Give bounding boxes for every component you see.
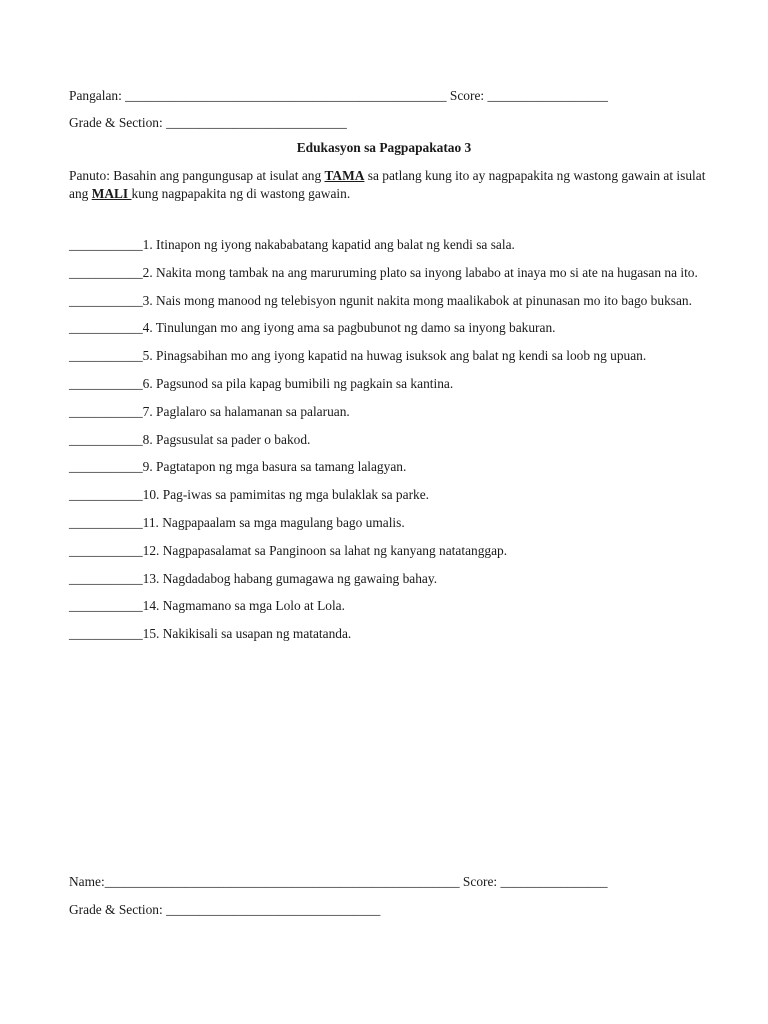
question-text: Pagtatapon ng mga basura sa tamang lalagyan. — [152, 459, 407, 475]
header-grade-line — [69, 115, 347, 131]
answer-blank: ___________ — [69, 264, 143, 280]
question-text: Pagsunod sa pila kapag bumibili ng pagkain sa kantina. — [152, 375, 454, 391]
score-blank: __________________ — [487, 88, 608, 103]
question-number: 11. — [142, 514, 159, 530]
question-text: Tinulungan mo ang iyong ama sa pagbubunot ng damo sa inyong bakuran. — [152, 320, 556, 336]
answer-blank: ___________ — [69, 292, 143, 308]
answer-blank: ___________ — [69, 431, 143, 447]
footer-grade-label: Grade & Section: — [69, 902, 163, 917]
question-text: Pag-iwas sa pamimitas ng mga bulaklak sa parke. — [159, 487, 430, 503]
answer-blank: ___________ — [69, 459, 143, 475]
question-number: 3. — [142, 292, 153, 308]
question-item — [69, 403, 709, 422]
answer-blank: ___________ — [69, 237, 143, 252]
question-item — [69, 292, 709, 311]
answer-blank: ___________ — [69, 320, 143, 336]
answer-blank: ___________ — [69, 348, 143, 364]
question-item — [69, 458, 709, 477]
question-item — [69, 597, 709, 616]
question-item — [69, 431, 709, 450]
question-number: 14. — [142, 598, 160, 614]
answer-blank: ___________ — [69, 487, 143, 503]
worksheet-title: Edukasyon sa Pagpapakatao 3 — [296, 140, 472, 155]
footer-name-score-line — [69, 874, 608, 890]
name-blank: ________________________________________________ — [125, 88, 447, 103]
answer-blank: ___________ — [69, 598, 143, 614]
grade-label: Grade & Section: — [69, 115, 163, 130]
answer-blank: ___________ — [69, 375, 143, 391]
question-item — [69, 375, 709, 394]
question-text: Pinagsabihan mo ang iyong kapatid na huwag isuksok ang balat ng kendi sa loob ng upuan. — [152, 348, 647, 364]
question-number: 12. — [142, 542, 160, 558]
footer-grade-blank: ________________________________ — [166, 902, 381, 917]
score-label: Score: — [449, 88, 485, 103]
answer-blank: ___________ — [69, 403, 143, 419]
question-item — [69, 486, 709, 505]
question-number: 13. — [142, 570, 160, 586]
question-number: 2. — [142, 264, 153, 280]
instructions-text-2: sa patlang kung ito ay nagpapakita ng wastong gawain at isulat ang — [69, 168, 706, 201]
question-number: 9. — [142, 459, 153, 475]
question-text: Nagmamano sa mga Lolo at Lola. — [159, 598, 345, 614]
question-text: Nagpapasalamat sa Panginoon sa lahat ng kanyang natatanggap. — [159, 542, 508, 558]
footer-score-label: Score: — [462, 874, 498, 889]
instructions — [69, 167, 709, 203]
question-list — [69, 236, 709, 653]
question-number: 7. — [142, 403, 153, 419]
question-item — [69, 347, 709, 366]
question-text: Nagpapaalam sa mga magulang bago umalis. — [158, 514, 405, 530]
footer-score-blank: ________________ — [500, 874, 608, 889]
instructions-text-1: Panuto: Basahin ang pangungusap at isulat ang — [69, 168, 325, 183]
question-item — [69, 264, 709, 283]
question-text: Pagsusulat sa pader o bakod. — [152, 431, 311, 447]
question-number: 4. — [142, 320, 153, 336]
answer-blank: ___________ — [69, 542, 143, 558]
grade-blank: ___________________________ — [166, 115, 347, 130]
question-number: 8. — [142, 431, 153, 447]
question-item — [69, 514, 709, 533]
question-text: Nagdadabog habang gumagawa ng gawaing bahay. — [159, 570, 438, 586]
question-item — [69, 570, 709, 589]
question-number: 10. — [142, 487, 160, 503]
footer-name-label: Name: — [69, 874, 105, 889]
keyword-mali: MALI — [91, 186, 132, 201]
keyword-tama: TAMA — [324, 168, 365, 183]
footer-name-blank: _____________________________________________________ — [104, 874, 460, 889]
question-item — [69, 236, 709, 255]
question-text: Nakita mong tambak na ang maruruming plato sa inyong lababo at inaya mo si ate na hugasan na ito. — [152, 264, 698, 280]
answer-blank: ___________ — [69, 570, 143, 586]
question-number: 6. — [142, 375, 153, 391]
question-item — [69, 542, 709, 561]
question-text: Nakikisali sa usapan ng matatanda. — [159, 626, 352, 642]
question-text: Nais mong manood ng telebisyon ngunit nakita mong maalikabok at pinunasan mo ito bago buksan. — [152, 292, 692, 308]
answer-blank: ___________ — [69, 626, 143, 642]
question-number: 15. — [142, 626, 160, 642]
question-number: 1. — [142, 237, 153, 252]
question-item — [69, 319, 709, 338]
question-item — [69, 625, 709, 644]
question-text: Itinapon ng iyong nakababatang kapatid ang balat ng kendi sa sala. — [152, 237, 515, 252]
header-name-score-line — [69, 88, 608, 104]
name-label: Pangalan: — [69, 88, 122, 103]
instructions-text-3: kung nagpapakita ng di wastong gawain. — [131, 186, 351, 201]
footer-grade-line — [69, 902, 380, 918]
question-text: Paglalaro sa halamanan sa palaruan. — [152, 403, 350, 419]
question-number: 5. — [142, 348, 153, 364]
answer-blank: ___________ — [69, 514, 143, 530]
